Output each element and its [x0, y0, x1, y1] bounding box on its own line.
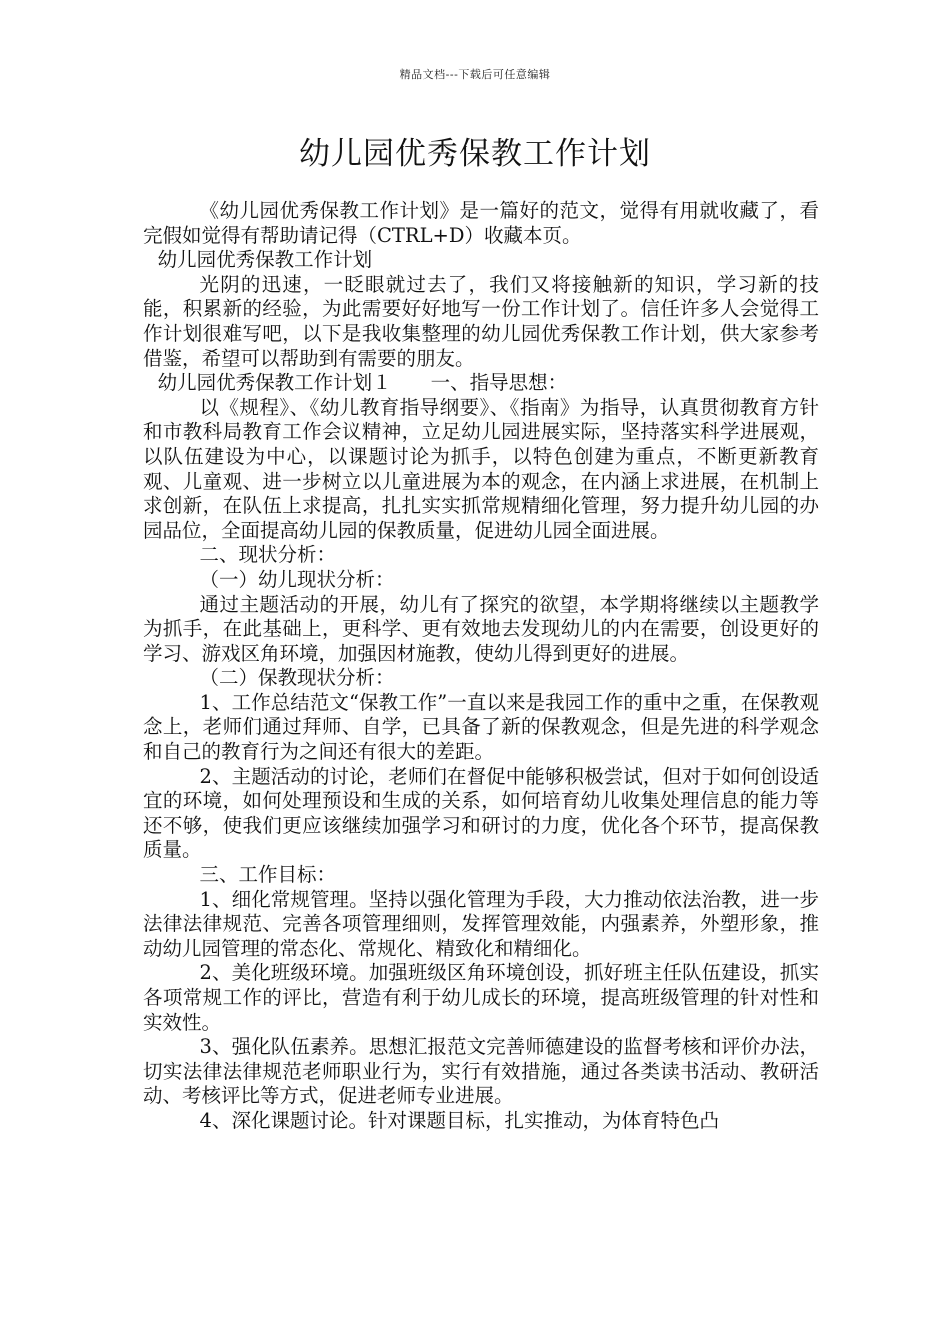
guiding-ideology-paragraph: 以《规程》、《幼儿教育指导纲要》、《指南》为指导，认真贯彻教育方针和市教科局教育工作会议精神，立足幼儿园进展实际，坚持落实科学进展观，以队伍建设为中心，以课题讨论为抓手，以特色创建为重点，不断更新教育观、儿童观、进一步树立以儿童进展为本的观念，在内涵上求进展，在机制上求创新，在队伍上求提高，扎扎实实抓常规精细化管理，努力提升幼儿园的办园品位，全面提高幼儿园的保教质量，促进幼儿园全面进展。: [143, 395, 819, 542]
subsection-heading: （二）保教现状分析：: [199, 666, 395, 690]
subsection-heading: （一）幼儿现状分析：: [199, 567, 395, 591]
list-item: 1、工作总结范文“保教工作”一直以来是我园工作的重中之重，在保教观念上，老师们通过拜师、自学，已具备了新的保教观念，但是先进的科学观念和自己的教育行为之间还有很大的差距。: [143, 690, 819, 764]
list-item: 1、细化常规管理。坚持以强化管理为手段，大力推动依法治教，进一步法律法律规范、完善各项管理细则，发挥管理效能，内强素养，外塑形象，推动幼儿园管理的常态化、常规化、精致化和精细化。: [143, 887, 819, 960]
list-item: 2、美化班级环境。加强班级区角环境创设，抓好班主任队伍建设，抓实各项常规工作的评比，营造有利于幼儿成长的环境，提高班级管理的针对性和实效性。: [143, 961, 819, 1034]
document-title: 幼儿园优秀保教工作计划: [299, 136, 651, 172]
section-heading: 二、现状分析：: [199, 543, 337, 567]
header-note: 精品文档---下载后可任意编辑: [399, 68, 551, 81]
list-item: 2、主题活动的讨论，老师们在督促中能够积极尝试，但对于如何创设适宜的环境，如何处理预设和生成的关系，如何培育幼儿收集处理信息的能力等还不够，使我们更应该继续加强学习和研讨的力度，优化各个环节，提高保教质量。: [143, 764, 819, 862]
intro-paragraph: 《幼儿园优秀保教工作计划》是一篇好的范文，觉得有用就收藏了，看完假如觉得有帮助请记得（CTRL+D）收藏本页。: [143, 199, 819, 247]
list-item: 3、强化队伍素养。思想汇报范文完善师德建设的监督考核和评价办法，切实法律法律规范老师职业行为，实行有效措施，通过各类读书活动、教研活动、考核评比等方式，促进老师专业进展。: [143, 1035, 819, 1108]
plan-heading: 幼儿园优秀保教工作计划１ 一、指导思想：: [157, 371, 568, 395]
section-heading: 三、工作目标：: [199, 863, 337, 887]
list-item: 4、深化课题讨论。针对课题目标，扎实推动，为体育特色凸: [199, 1108, 719, 1132]
preface-paragraph: 光阴的迅速，一眨眼就过去了，我们又将接触新的知识，学习新的技能，积累新的经验，为此需要好好地写一份工作计划了。信任许多人会觉得工作计划很难写吧，以下是我收集整理的幼儿园优秀保教工作计划，供大家参考借鉴，希望可以帮助到有需要的朋友。: [143, 272, 819, 370]
paragraph: 通过主题活动的开展，幼儿有了探究的欲望，本学期将继续以主题教学为抓手，在此基础上，更科学、更有效地去发现幼儿的内在需要，创设更好的学习、游戏区角环境，加强因材施教，使幼儿得到更好的进展。: [143, 592, 819, 665]
document-body: [143, 199, 819, 1134]
subtitle-line: 幼儿园优秀保教工作计划: [157, 248, 373, 272]
